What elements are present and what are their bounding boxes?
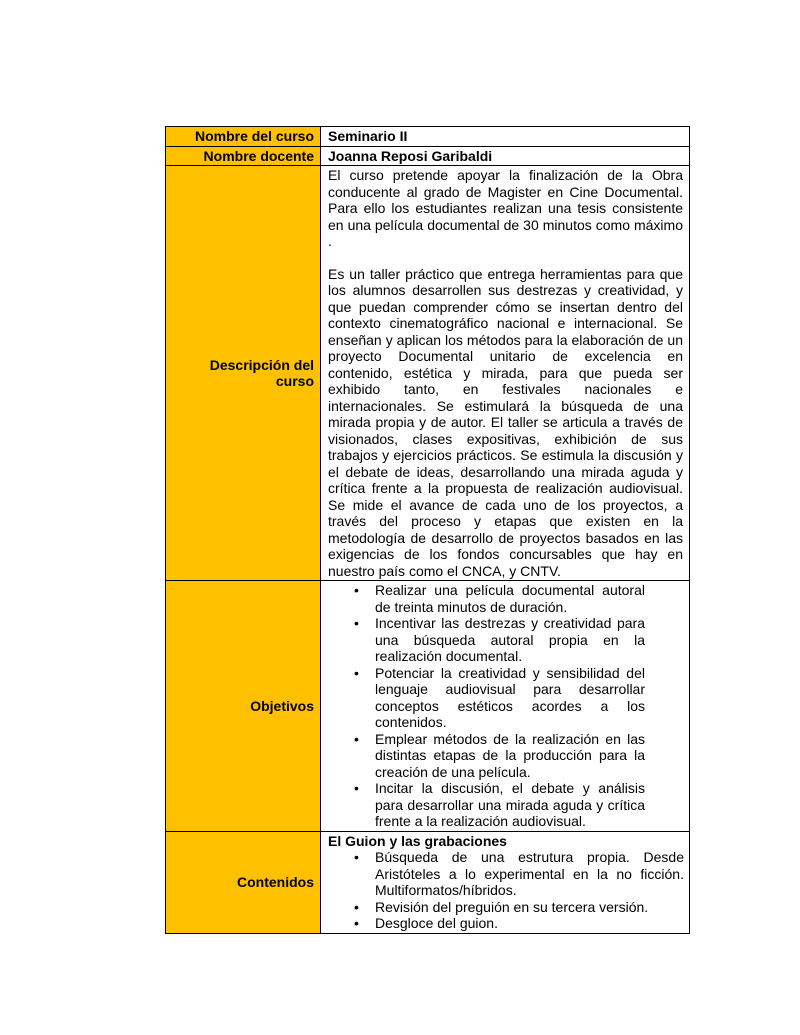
list-item: • Revisión del preguión en su tercera versión. — [328, 899, 684, 916]
value-contenidos — [321, 831, 690, 933]
list-item: • Búsqueda de una estrutura propia. Desde Aristóteles a lo experimental en la no ficción. Multiformatos/híbridos. — [328, 849, 684, 899]
value-nombre-curso: Seminario II — [321, 127, 690, 147]
value-nombre-docente: Joanna Reposi Garibaldi — [321, 146, 690, 166]
contenidos-list — [328, 849, 683, 932]
row-nombre-docente — [166, 146, 690, 166]
label-descripcion: Descripción del curso — [166, 166, 321, 581]
label-objetivos: Objetivos — [166, 581, 321, 832]
objetivos-list — [328, 582, 683, 830]
list-item: • Emplear métodos de la realización en las distintas etapas de la producción para la creación de una película. — [328, 731, 645, 781]
list-item: • Potenciar la creatividad y sensibilidad del lenguaje audiovisual para desarrollar conceptos estéticos acordes a los contenidos. — [328, 665, 645, 731]
row-contenidos — [166, 831, 690, 933]
list-item: • Incentivar las destrezas y creatividad para una búsqueda autoral propia en la realización documental. — [328, 615, 645, 665]
list-item: • Desgloce del guion. — [328, 915, 684, 932]
descripcion-paragraph: El curso pretende apoyar la finalización de la Obra conducente al grado de Magister en Cine Documental. Para ello los estudiantes realizan una tesis consistente en una película documental de 30 minutos como máximo . — [328, 167, 683, 249]
label-contenidos: Contenidos — [166, 831, 321, 933]
descripcion-paragraph: Es un taller práctico que entrega herramientas para que los alumnos desarrollen sus destrezas y creatividad, y que puedan comprender cómo se insertan dentro del contexto cinematográfico nacional e internacional. Se enseñan y aplican los métodos para la elaboración de un proyecto Documental unitario de excelencia en contenido, estética y mirada, para que pueda ser exhibido tanto, en festivales nacionales e internacionales. Se estimulará la búsqueda de una mirada propia y de autor. El taller se articula a través de visionados, clases expositivas, exhibición de sus trabajos y ejercicios prácticos. Se estimula la discusión y el debate de ideas, desarrollando una mirada aguda y crítica frente a la propuesta de realización audiovisual. Se mide el avance de cada uno de los proyectos, a través del proceso y etapas que existen en la metodología de desarrollo de proyectos basados en las exigencias de los fondos concursables que hay en nuestro país como el CNCA, y CNTV. — [328, 265, 683, 579]
list-item: • Incitar la discusión, el debate y análisis para desarrollar una mirada aguda y crítica frente a la realización audiovisual. — [328, 780, 645, 830]
label-nombre-docente: Nombre docente — [166, 146, 321, 166]
label-nombre-curso: Nombre del curso — [166, 127, 321, 147]
value-descripcion — [321, 166, 690, 581]
course-info-table — [165, 126, 690, 934]
row-descripcion — [166, 166, 690, 581]
value-objetivos — [321, 581, 690, 832]
contenidos-title: El Guion y las grabaciones — [328, 832, 507, 849]
row-objetivos — [166, 581, 690, 832]
list-item: • Realizar una película documental autoral de treinta minutos de duración. — [328, 582, 645, 615]
row-nombre-curso — [166, 127, 690, 147]
